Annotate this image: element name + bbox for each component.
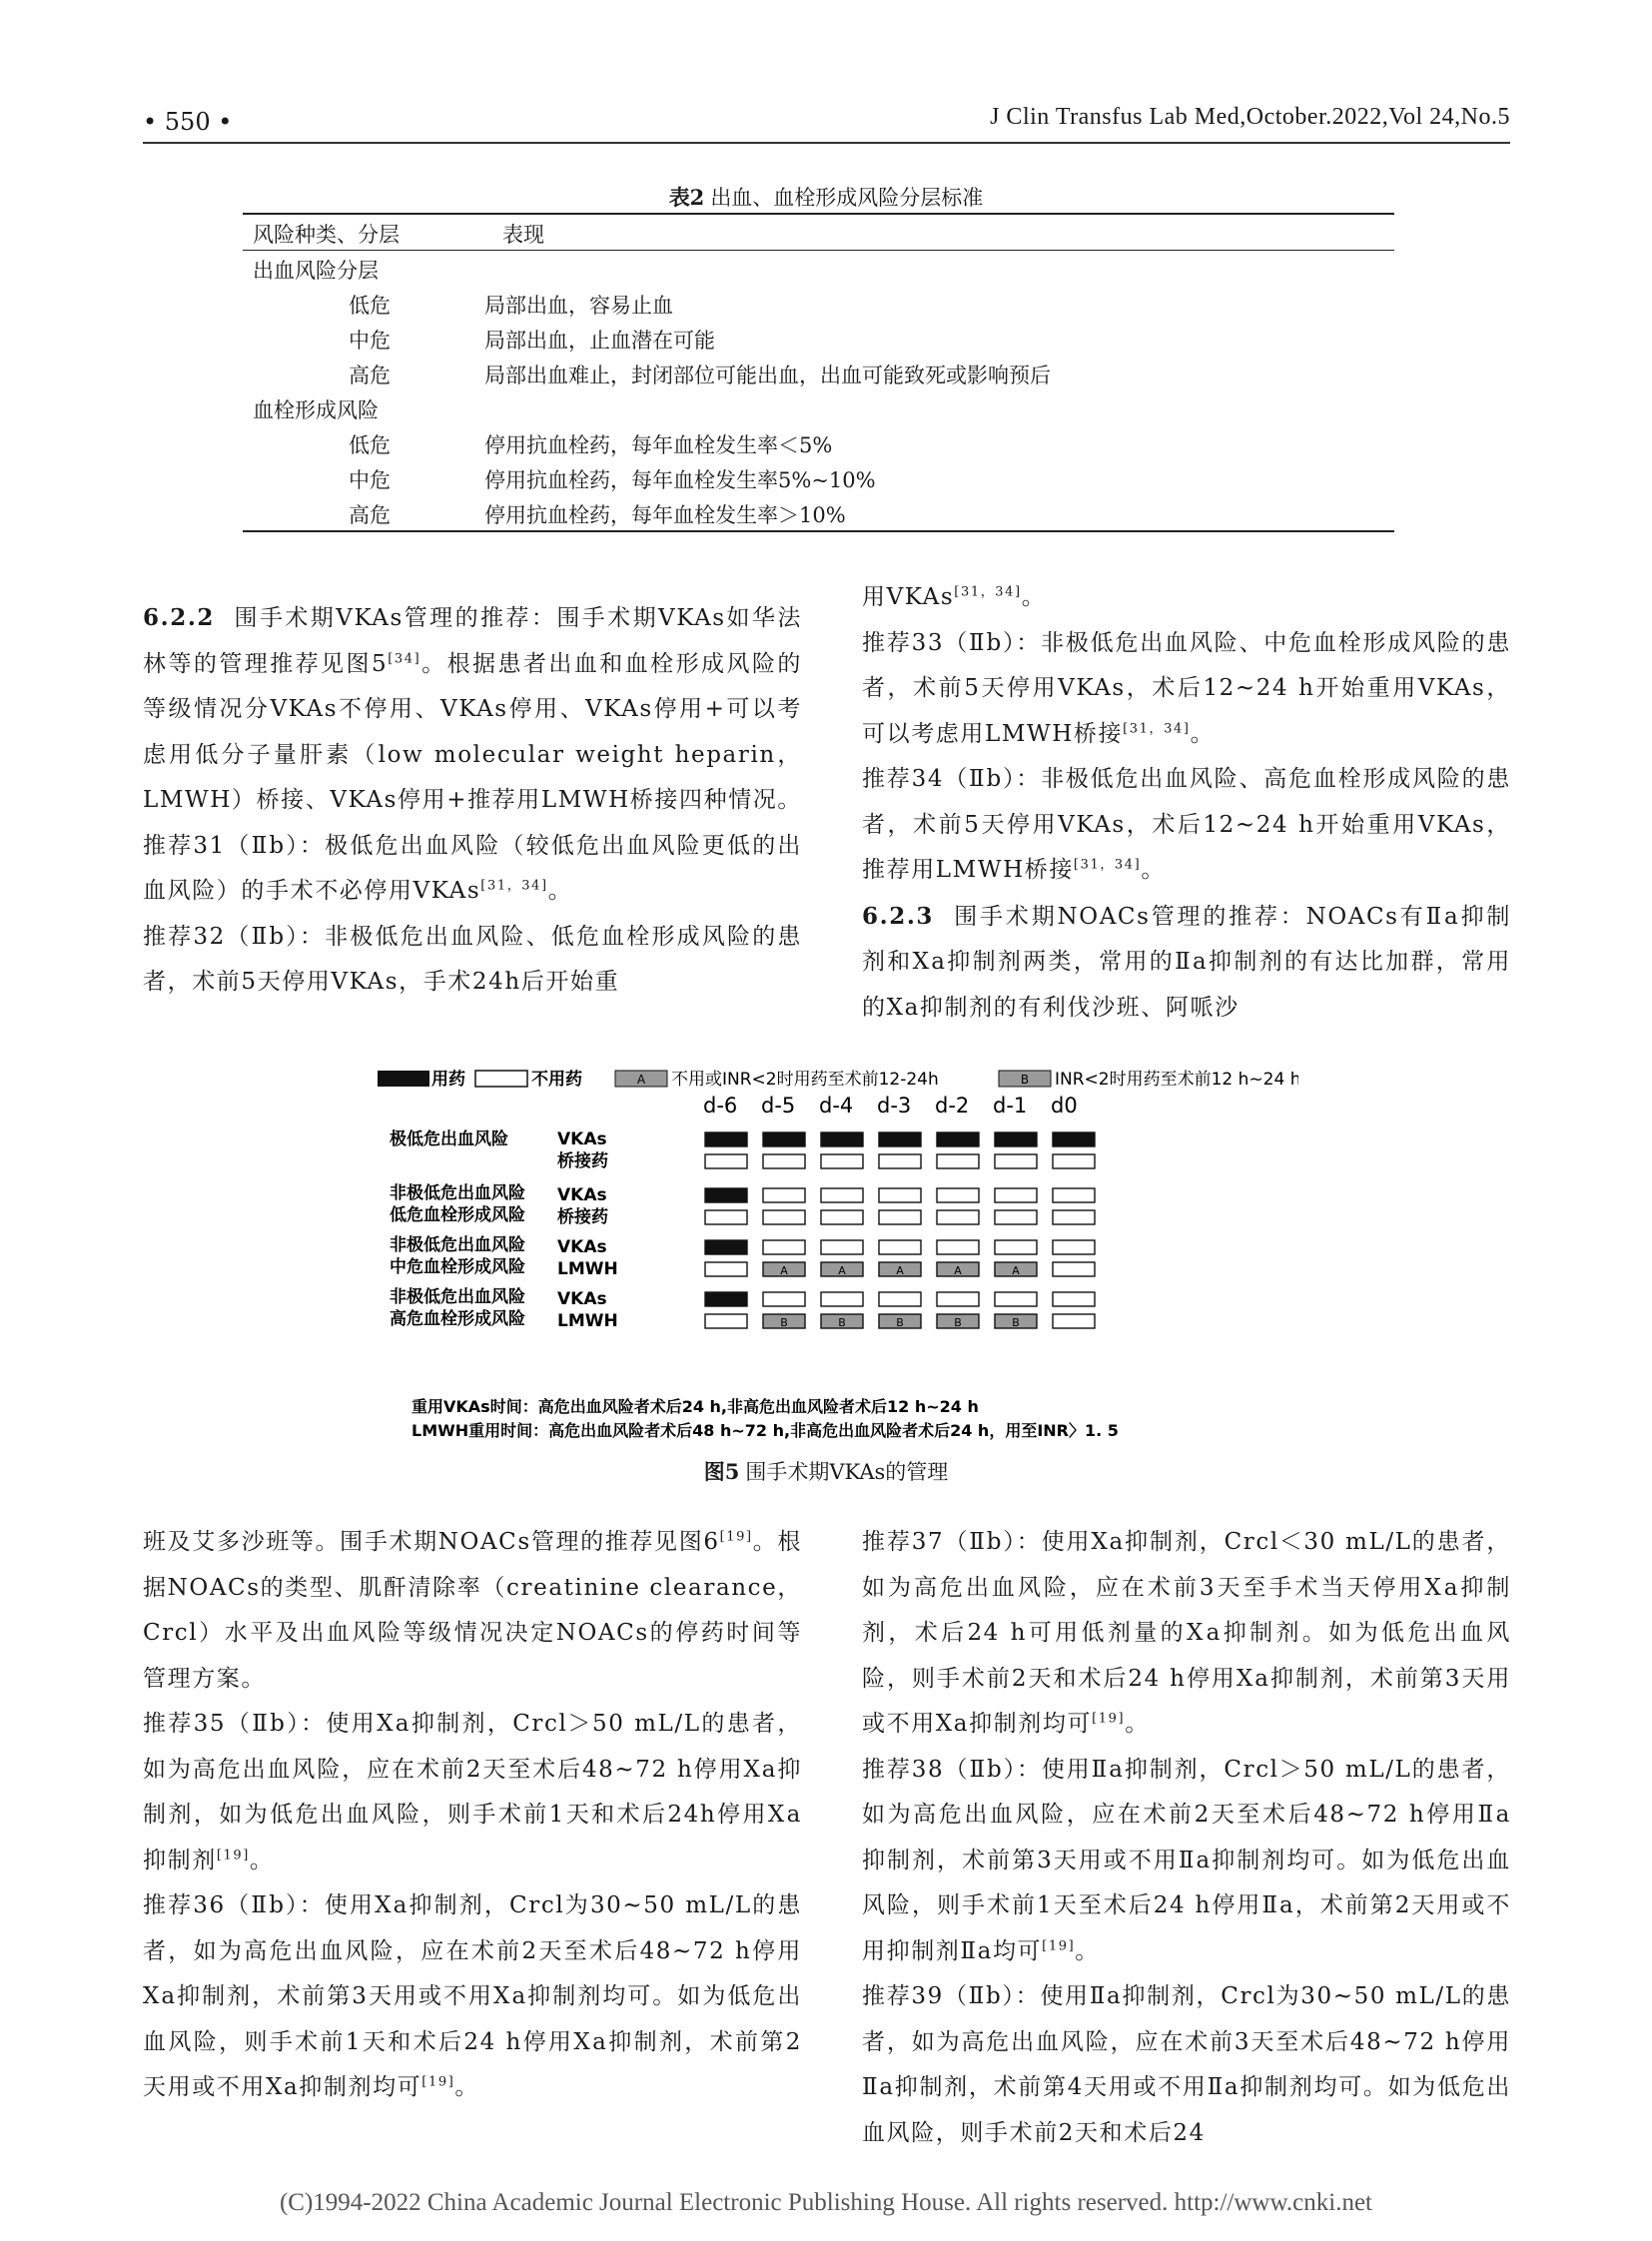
schedule-cell-label: A: [838, 1264, 846, 1277]
schedule-cell: [937, 1154, 979, 1168]
schedule-cell: [763, 1188, 805, 1202]
recommendation-39: 推荐39（Ⅱb）：使用Ⅱa抑制剂，Crcl为30~50 mL/L的患者，如为高危出血风险，应在术前3天至术后48~72 h停用Ⅱa抑制剂，术前第4天用或不用Ⅱa抑制剂均可。如为低危出血风险，则手术前2天和术后24: [862, 1983, 1511, 2146]
citation: [34]: [388, 650, 421, 666]
day-label: d-5: [761, 1094, 796, 1118]
schedule-cell-label: B: [896, 1316, 904, 1329]
figure-caption: [0, 1456, 1652, 1486]
schedule-cell: [995, 1188, 1037, 1202]
header-rule: [143, 142, 1510, 144]
schedule-cell-label: A: [896, 1264, 904, 1277]
recommendation-38: 推荐38（Ⅱb）：使用Ⅱa抑制剂，Crcl＞50 mL/L的患者，如为高危出血风险，应在术前2天至术后48~72 h停用Ⅱa抑制剂，术前第3天用或不用Ⅱa抑制剂均可。如为低危出血风险，则手术前1天至术后24 h停用Ⅱa，术前第2天用或不用抑制剂Ⅱa均可[19]。: [862, 1756, 1511, 1964]
table-col-header: 风险种类、分层: [253, 223, 400, 247]
table-level: 中危: [349, 468, 391, 492]
day-label: d0: [1051, 1094, 1078, 1118]
table-row: [243, 495, 1394, 530]
schedule-cell: [995, 1210, 1037, 1224]
section-622-paragraph: 6.2.2 围手术期VKAs管理的推荐：围手术期VKAs如华法林等的管理推荐见图5[34]。根据患者出血和血栓形成风险的等级情况分VKAs不停用、VKAs停用、VKAs停用+可以考虑用低分子量肝素（low molecular weight heparin，LMWH）桥接、VKAs停用+推荐用LMWH桥接四种情况。: [143, 604, 802, 813]
schedule-cell: [1053, 1240, 1095, 1254]
table-header-row: [243, 215, 1394, 250]
recommendation-32: 推荐32（Ⅱb）：非极低危出血风险、低危血栓形成风险的患者，术前5天停用VKAs，手术24h后开始重: [143, 923, 802, 995]
citation: [19]: [719, 1529, 753, 1545]
schedule-cell: [821, 1154, 863, 1168]
figure-5-diagram: [360, 1067, 1298, 1446]
recommendation-35: 推荐35（Ⅱb）：使用Ⅹa抑制剂，Crcl＞50 mL/L的患者，如为高危出血风险，应在术前2天至术后48~72 h停用Ⅹa抑制剂，如为低危出血风险，则手术前1天和术后24h停用Ⅹa抑制剂[19]。: [143, 1711, 802, 1873]
citation: [19]: [421, 2074, 455, 2090]
drug-label: VKAs: [557, 1129, 607, 1149]
recommendation-32-cont: 用VKAs[31，34]。: [862, 584, 1047, 610]
citation: [31，34]: [1073, 857, 1142, 873]
schedule-cell: [763, 1210, 805, 1224]
risk-table: [243, 213, 1394, 532]
table-row: [243, 460, 1394, 495]
table-row: [243, 425, 1394, 460]
legend-no-use: 不用药: [531, 1070, 582, 1090]
table-category-row: [243, 251, 1394, 286]
drug-label: LMWH: [557, 1311, 618, 1331]
schedule-cell: [821, 1292, 863, 1306]
day-label: d-3: [877, 1094, 912, 1118]
table-desc: 局部出血，容易止血: [484, 294, 673, 318]
page-number: • 550 •: [143, 108, 233, 136]
risk-label: 高危血栓形成风险: [390, 1309, 525, 1329]
schedule-cell: [705, 1240, 747, 1254]
risk-label: 低危血栓形成风险: [390, 1205, 525, 1225]
figure-label: 图5: [703, 1459, 740, 1484]
schedule-cell: [763, 1132, 805, 1146]
schedule-cell-label: A: [780, 1264, 788, 1277]
schedule-cell: [1053, 1314, 1095, 1328]
schedule-cell: [937, 1188, 979, 1202]
schedule-cell: [879, 1132, 921, 1146]
drug-label: VKAs: [557, 1185, 607, 1205]
copyright-footer: (C)1994-2022 China Academic Journal Electronic Publishing House. All rights reserved. http://www.cnki.net: [279, 2189, 1373, 2216]
citation: [19]: [1042, 1937, 1076, 1953]
schedule-cell: [821, 1132, 863, 1146]
noacs-paragraph: 班及艾多沙班等。围手术期NOACs管理的推荐见图6[19]。根据NOACs的类型、肌酐清除率（creatinine clearance，Crcl）水平及出血风险等级情况决定NOACs的停药时间等管理方案。: [143, 1529, 802, 1692]
right-column-top: [862, 575, 1511, 1031]
table-level: 低危: [349, 433, 391, 457]
legend-a-label: A: [636, 1073, 646, 1087]
table-category: 血栓形成风险: [253, 398, 379, 422]
schedule-cell: [937, 1132, 979, 1146]
recommendation-34: 推荐34（Ⅱb）：非极低危出血风险、高危血栓形成风险的患者，术前5天停用VKAs，术后12~24 h开始重用VKAs，推荐用LMWH桥接[31，34]。: [862, 766, 1511, 883]
schedule-cell: [879, 1210, 921, 1224]
table-category: 出血风险分层: [253, 259, 379, 283]
schedule-cell: [821, 1188, 863, 1202]
drug-label: VKAs: [557, 1237, 607, 1257]
schedule-cell: [705, 1210, 747, 1224]
citation: [31，34]: [480, 878, 548, 894]
citation: [31，34]: [1123, 720, 1191, 736]
schedule-cell-label: B: [838, 1316, 846, 1329]
schedule-cell: [1053, 1292, 1095, 1306]
drug-label: 桥接药: [557, 1151, 608, 1171]
table-col-header: 表现: [502, 223, 544, 247]
right-column-bottom: [862, 1520, 1511, 2156]
drug-label: LMWH: [557, 1259, 618, 1279]
schedule-cell: [705, 1314, 747, 1328]
figure-note-2: LMWH重用时间：高危出血风险者术后48 h~72 h,非高危出血风险者术后24 h，用至INR〉1. 5: [412, 1421, 1119, 1440]
schedule-cell: [1053, 1210, 1095, 1224]
legend-swatch-use: [378, 1071, 429, 1087]
risk-label: 非极低危出血风险: [390, 1287, 525, 1307]
schedule-cell: [937, 1292, 979, 1306]
schedule-cell: [705, 1262, 747, 1276]
risk-label: 中危血栓形成风险: [390, 1257, 525, 1277]
schedule-cell: [995, 1292, 1037, 1306]
table-desc: 停用抗血栓药，每年血栓发生率5%~10%: [484, 468, 876, 492]
table-desc: 停用抗血栓药，每年血栓发生率＞10%: [484, 503, 846, 527]
table-row: [243, 286, 1394, 321]
schedule-cell-label: A: [1012, 1264, 1020, 1277]
table-desc: 停用抗血栓药，每年血栓发生率＜5%: [484, 433, 833, 457]
citation: [19]: [1092, 1711, 1126, 1727]
schedule-cell: [705, 1154, 747, 1168]
recommendation-37: 推荐37（Ⅱb）：使用Ⅹa抑制剂，Crcl＜30 mL/L的患者，如为高危出血风险，应在术前3天至手术当天停用Ⅹa抑制剂，术后24 h可用低剂量的Ⅹa抑制剂。如为低危出血风险，则手术前2天和术后24 h停用Ⅹa抑制剂，术前第3天用或不用Ⅹa抑制剂均可[19]。: [862, 1529, 1511, 1737]
schedule-cell: [937, 1240, 979, 1254]
schedule-cell: [879, 1154, 921, 1168]
figure-note-1: 重用VKAs时间：高危出血风险者术后24 h,非高危出血风险者术后12 h~24 h: [412, 1397, 979, 1416]
journal-citation: J Clin Transfus Lab Med,October.2022,Vol 24,No.5: [990, 104, 1510, 130]
schedule-cell: [1053, 1188, 1095, 1202]
schedule-cell: [763, 1292, 805, 1306]
day-label: d-2: [935, 1094, 970, 1118]
citation: [31，34]: [954, 584, 1022, 600]
table-category-row: [243, 390, 1394, 425]
schedule-cell: [821, 1240, 863, 1254]
table-level: 高危: [349, 364, 391, 387]
schedule-cell: [995, 1240, 1037, 1254]
table-bottom-rule: [243, 530, 1394, 532]
schedule-cell: [995, 1132, 1037, 1146]
section-number: 6.2.3: [862, 902, 935, 930]
table-row: [243, 321, 1394, 356]
risk-label: 非极低危出血风险: [390, 1183, 525, 1203]
drug-label: 桥接药: [557, 1207, 608, 1227]
recommendation-36: 推荐36（Ⅱb）：使用Ⅹa抑制剂，Crcl为30~50 mL/L的患者，如为高危出血风险，应在术前2天至术后48~72 h停用Ⅹa抑制剂，术前第3天用或不用Ⅹa抑制剂均可。如为低危出血风险，则手术前1天和术后24 h停用Ⅹa抑制剂，术前第2天用或不用Ⅹa抑制剂均可[19]。: [143, 1892, 802, 2100]
day-label: d-4: [819, 1094, 854, 1118]
schedule-cell: [705, 1132, 747, 1146]
risk-label: 极低危出血风险: [390, 1129, 508, 1149]
recommendation-33: 推荐33（Ⅱb）：非极低危出血风险、中危血栓形成风险的患者，术前5天停用VKAs，术后12~24 h开始重用VKAs，可以考虑用LMWH桥接[31，34]。: [862, 629, 1511, 747]
legend-a-text: 不用或INR<2时用药至术前12-24h: [671, 1070, 939, 1090]
table-desc: 局部出血难止，封闭部位可能出血，出血可能致死或影响预后: [484, 364, 1051, 387]
risk-label: 非极低危出血风险: [390, 1235, 525, 1255]
schedule-cell: [821, 1210, 863, 1224]
schedule-cell: [705, 1292, 747, 1306]
schedule-cell-label: B: [954, 1316, 962, 1329]
drug-label: VKAs: [557, 1289, 607, 1309]
legend-b-label: B: [1020, 1073, 1030, 1087]
schedule-cell: [879, 1240, 921, 1254]
figure-5: [360, 1067, 1298, 1446]
schedule-cell: [1053, 1262, 1095, 1276]
legend-b-text: INR<2时用药至术前12 h~24 h: [1055, 1070, 1298, 1090]
figure-title: 围手术期VKAs的管理: [745, 1460, 949, 1484]
table-level: 高危: [349, 503, 391, 527]
schedule-cell: [937, 1210, 979, 1224]
legend-swatch-no-use: [475, 1071, 527, 1087]
legend-use: 用药: [431, 1070, 465, 1090]
schedule-cell: [705, 1188, 747, 1202]
schedule-cell-label: B: [780, 1316, 788, 1329]
day-label: d-1: [993, 1094, 1028, 1118]
recommendation-31: 推荐31（Ⅱb）：极低危出血风险（较低危出血风险更低的出血风险）的手术不必停用VKAs[31，34]。: [143, 832, 802, 904]
schedule-cell: [1053, 1132, 1095, 1146]
table-label: 表2: [668, 185, 705, 210]
schedule-cell-label: A: [954, 1264, 962, 1277]
citation: [19]: [216, 1847, 250, 1863]
schedule-cell: [879, 1292, 921, 1306]
table-level: 中危: [349, 329, 391, 353]
table-title: 出血、血栓形成风险分层标准: [710, 186, 984, 210]
schedule-cell: [1053, 1154, 1095, 1168]
schedule-cell: [763, 1154, 805, 1168]
schedule-cell: [995, 1154, 1037, 1168]
schedule-cell-label: B: [1012, 1316, 1020, 1329]
section-623-paragraph: 6.2.3 围手术期NOACs管理的推荐：NOACs有Ⅱa抑制剂和Ⅹa抑制剂两类，常用的Ⅱa抑制剂的有达比加群，常用的Ⅹa抑制剂的有利伐沙班、阿哌沙: [862, 902, 1511, 1021]
section-number: 6.2.2: [143, 604, 216, 631]
day-label: d-6: [703, 1094, 738, 1118]
left-column-top: [143, 595, 802, 1006]
table-row: [243, 356, 1394, 390]
schedule-cell: [763, 1240, 805, 1254]
table-desc: 局部出血，止血潜在可能: [484, 329, 715, 353]
table-level: 低危: [349, 294, 391, 318]
left-column-bottom: [143, 1520, 802, 2111]
table-caption: [0, 182, 1652, 212]
schedule-cell: [879, 1188, 921, 1202]
